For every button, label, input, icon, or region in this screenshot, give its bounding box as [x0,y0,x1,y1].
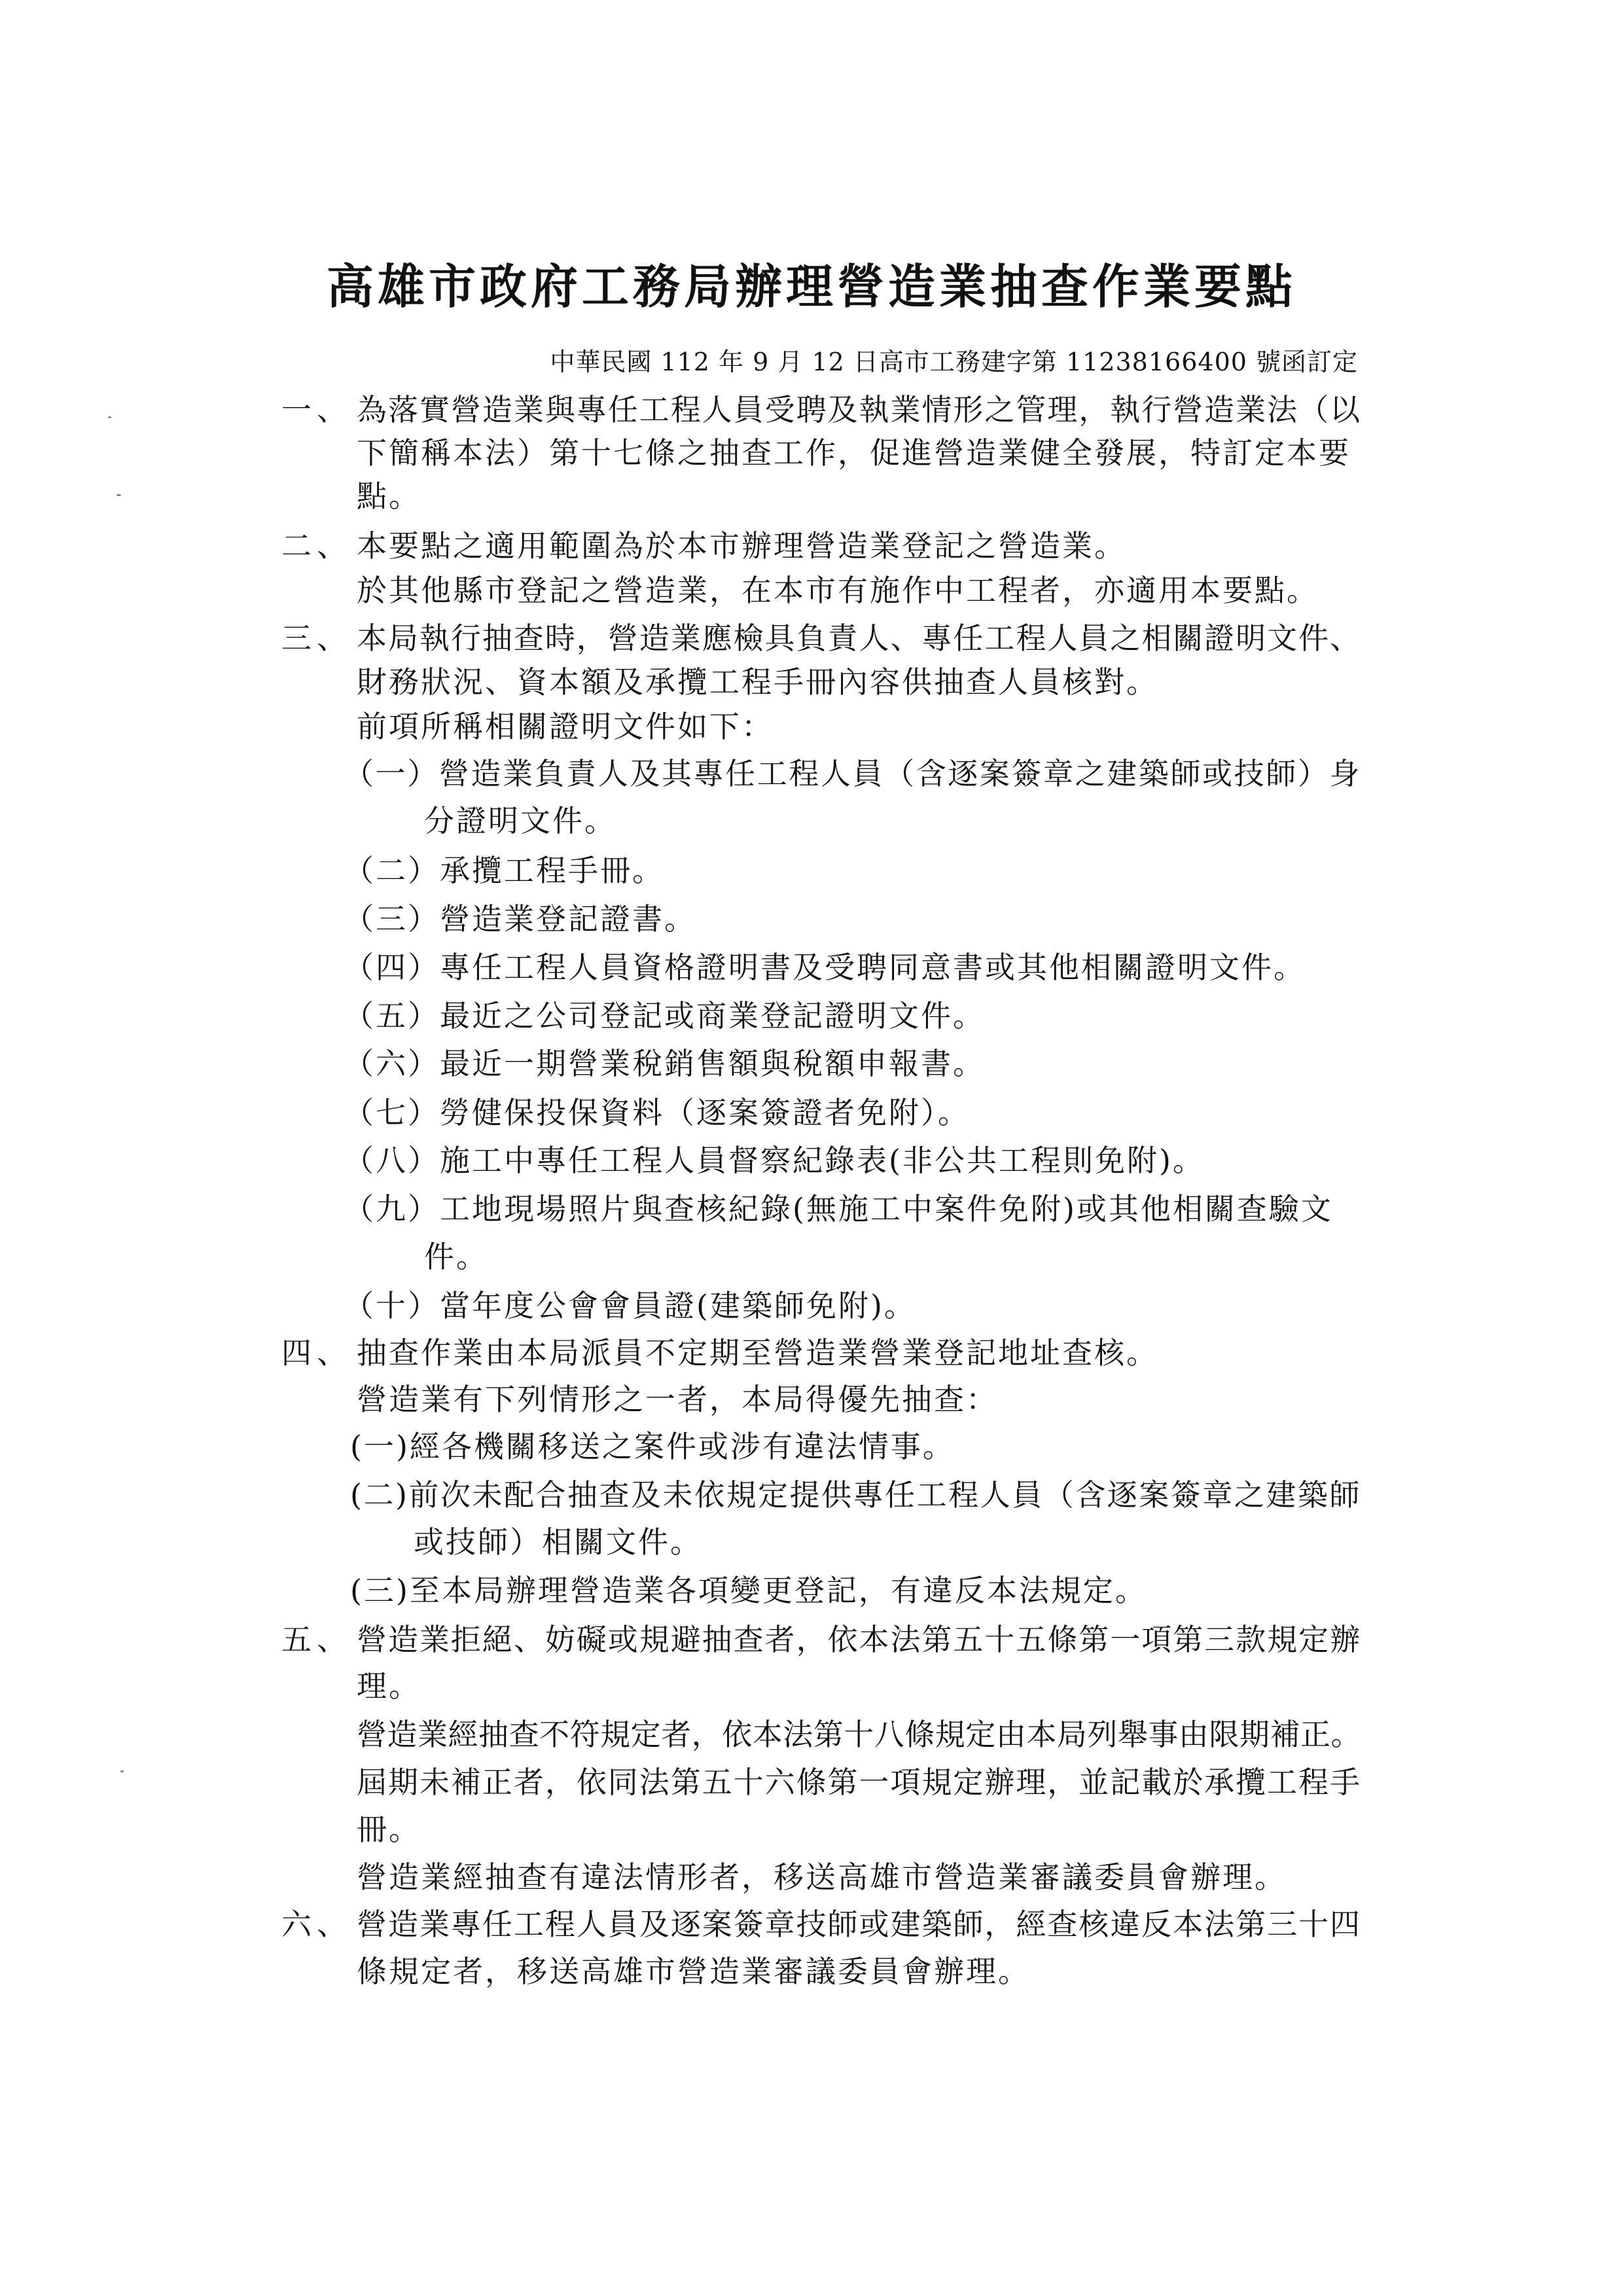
section-3-item: （九）工地現場照片與查核紀錄(無施工中案件免附)或其他相關查驗文 [344,1191,1333,1227]
section-3-item: （二）承攬工程手冊。 [344,853,664,888]
decree-line: 中華民國 112 年 9 月 12 日高市工務建字第 11238166400 號函訂定 [550,348,1358,376]
section-3-item: （十）當年度公會會員證(建築師免附)。 [344,1288,916,1323]
section-2-line: 於其他縣市登記之營造業，在本市有施作中工程者，亦適用本要點。 [357,573,1319,608]
section-3-item: （六）最近一期營業稅銷售額與稅額申報書。 [344,1046,985,1081]
section-3-item: （四）專任工程人員資格證明書及受聘同意書或其他相關證明文件。 [344,950,1306,985]
section-5-line: 冊。 [357,1812,421,1847]
section-2-line: 本要點之適用範圍為於本市辦理營造業登記之營造業。 [357,528,1126,564]
section-3-item: 件。 [424,1239,488,1274]
section-number-3: 三、 [281,620,352,656]
section-3-line: 財務狀況、資本額及承攬工程手冊內容供抽查人員核對。 [357,664,1158,700]
section-3-line: 本局執行抽查時，營造業應檢具負責人、專任工程人員之相關證明文件、 [357,620,1361,656]
section-6-line: 條規定者，移送高雄市營造業審議委員會辦理。 [357,1954,1030,1989]
section-1-line: 為落實營造業與專任工程人員受聘及執業情形之管理，執行營造業法（以 [357,392,1361,427]
section-3-item: （七）勞健保投保資料（逐案簽證者免附）。 [344,1095,970,1130]
section-number-6: 六、 [281,1907,352,1942]
section-5-line: 營造業經抽查不符規定者，依本法第十八條規定由本局列舉事由限期補正。 [357,1717,1361,1752]
section-1-line: 點。 [357,478,421,514]
section-4-item: (一)經各機關移送之案件或涉有違法情事。 [350,1429,955,1464]
section-5-line: 屆期未補正者，依同法第五十六條第一項規定辦理，並記載於承攬工程手 [357,1765,1361,1800]
section-3-item: （八）施工中專任工程人員督察紀錄表(非公共工程則免附)。 [344,1143,1205,1178]
section-5-line: 營造業經抽查有違法情形者，移送高雄市營造業審議委員會辦理。 [357,1859,1287,1895]
section-3-item: （五）最近之公司登記或商業登記證明文件。 [344,998,985,1033]
section-3-line: 前項所稱相關證明文件如下： [357,709,774,744]
section-1-line: 下簡稱本法）第十七條之抽查工作，促進營造業健全發展，特訂定本要 [357,435,1351,471]
section-number-4: 四、 [281,1335,352,1371]
section-3-item: 分證明文件。 [424,803,616,838]
section-6-line: 營造業專任工程人員及逐案簽章技師或建築師，經查核違反本法第三十四 [357,1907,1361,1942]
section-5-line: 營造業拒絕、妨礙或規避抽查者，依本法第五十五條第一項第三款規定辦 [357,1622,1361,1657]
section-4-item: 或技師）相關文件。 [414,1524,702,1560]
scan-speck [120,1770,124,1772]
section-3-item: （三）營造業登記證書。 [344,901,696,937]
section-4-line: 抽查作業由本局派員不定期至營造業營業登記地址查核。 [357,1335,1158,1371]
section-number-2: 二、 [281,528,352,564]
section-4-line: 營造業有下列情形之一者，本局得優先抽查： [357,1382,998,1417]
document-title: 高雄市政府工務局辦理營造業抽查作業要點 [326,259,1296,314]
section-3-item: （一）營造業負責人及其專任工程人員（含逐案簽章之建築師或技師）身 [344,756,1361,791]
section-5-line: 理。 [357,1668,421,1704]
section-number-1: 一、 [281,392,352,427]
section-number-5: 五、 [281,1622,352,1657]
section-4-item: (三)至本局辦理營造業各項變更登記，有違反本法規定。 [350,1573,1147,1608]
scan-speck [108,416,111,418]
section-4-item: (二)前次未配合抽查及未依規定提供專任工程人員（含逐案簽章之建築師 [350,1477,1361,1513]
scan-speck [116,494,121,496]
